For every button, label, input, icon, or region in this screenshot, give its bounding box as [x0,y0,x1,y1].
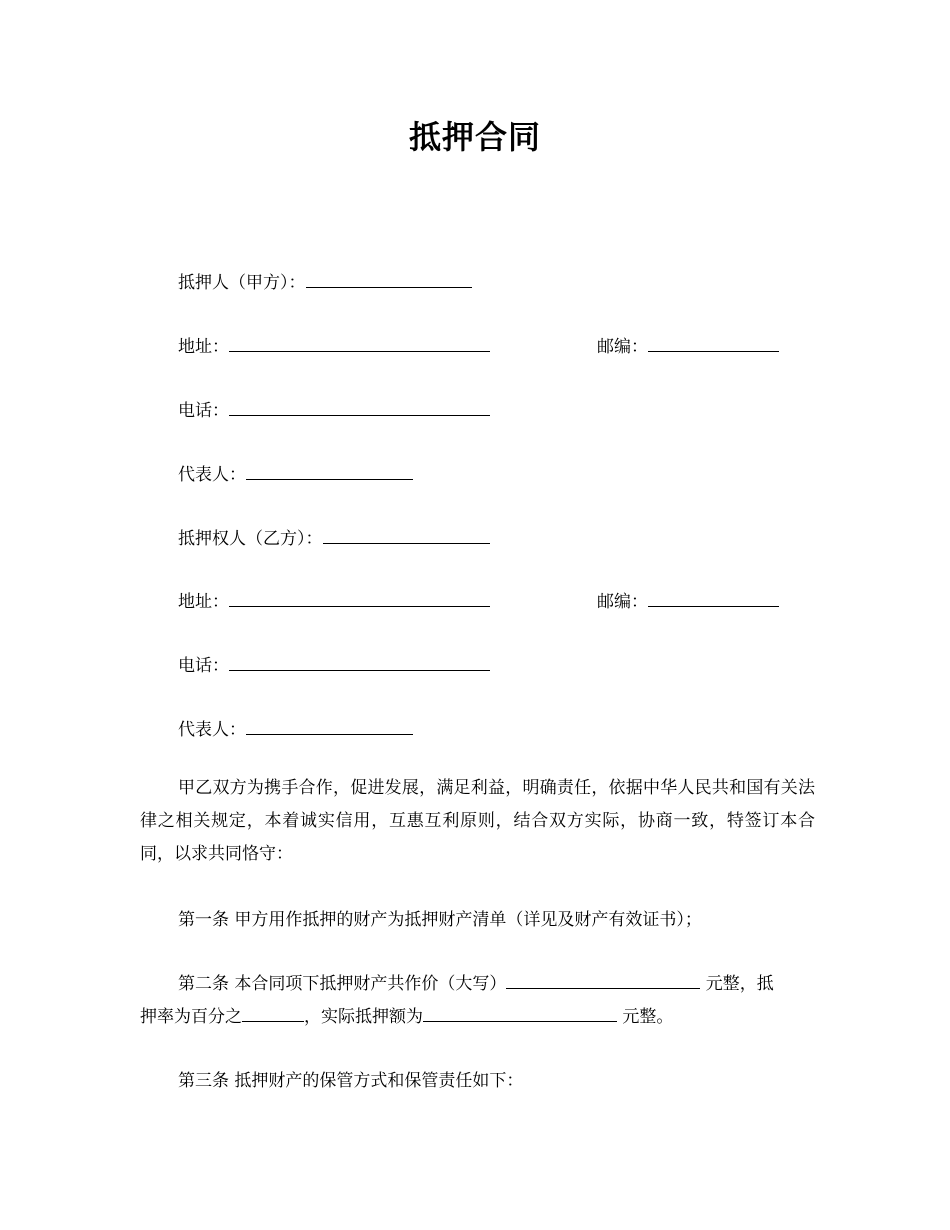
article-2-amount-blank[interactable] [423,1007,617,1022]
article-3: 第三条 抵押财产的保管方式和保管责任如下： [178,1071,524,1091]
party-a-blank[interactable] [306,273,472,288]
party-a-address-blank[interactable] [229,337,490,352]
party-b-phone-label: 电话： [178,656,229,676]
party-a-rep-label: 代表人： [178,465,246,485]
preamble-paragraph: 甲乙双方为携手合作，促进发展，满足利益，明确责任，依据中华人民共和国有关法律之相关规定，本着诚实信用，互惠互利原则，结合双方实际，协商一致，特签订本合同，以求共同恪守： [140,778,815,864]
party-a-postcode-row [597,332,779,357]
party-b-row [178,524,490,549]
party-a-postcode-blank[interactable] [648,337,779,352]
party-a-address-row [178,332,490,357]
article-2-text-1: 第二条 本合同项下抵押财产共作价（大写） [178,974,507,994]
party-b-label: 抵押权人（乙方）： [178,529,323,549]
article-2-line-2 [140,1002,673,1027]
party-a-postcode-label: 邮编： [597,337,648,357]
party-a-address-label: 地址： [178,337,229,357]
article-2-line-1 [178,969,774,994]
article-2-text-2: 元整，抵 [700,974,774,994]
party-b-rep-label: 代表人： [178,720,246,740]
party-b-address-blank[interactable] [229,592,490,607]
party-b-blank[interactable] [323,529,490,544]
article-2-rate-blank[interactable] [242,1007,304,1022]
party-b-address-row [178,587,490,612]
party-a-phone-blank[interactable] [229,401,490,416]
party-b-postcode-label: 邮编： [597,592,648,612]
party-b-rep-row [178,715,413,740]
article-2-text-4: ，实际抵押额为 [304,1007,423,1027]
party-a-phone-row [178,396,490,421]
party-b-address-label: 地址： [178,592,229,612]
party-a-phone-label: 电话： [178,401,229,421]
article-2-text-5: 元整。 [617,1007,674,1027]
party-b-phone-blank[interactable] [229,656,490,671]
article-2-price-blank[interactable] [506,974,700,989]
party-b-phone-row [178,651,490,676]
party-a-rep-blank[interactable] [246,465,413,480]
party-a-row [178,268,472,293]
party-a-label: 抵押人（甲方）： [178,273,306,293]
article-2-text-3: 押率为百分之 [140,1007,242,1027]
article-1: 第一条 甲方用作抵押的财产为抵押财产清单（详见及财产有效证书）； [178,910,702,930]
party-b-postcode-blank[interactable] [648,592,779,607]
document-title: 抵押合同 [408,118,541,156]
party-b-rep-blank[interactable] [246,720,413,735]
party-b-postcode-row [597,587,779,612]
party-a-rep-row [178,460,413,485]
